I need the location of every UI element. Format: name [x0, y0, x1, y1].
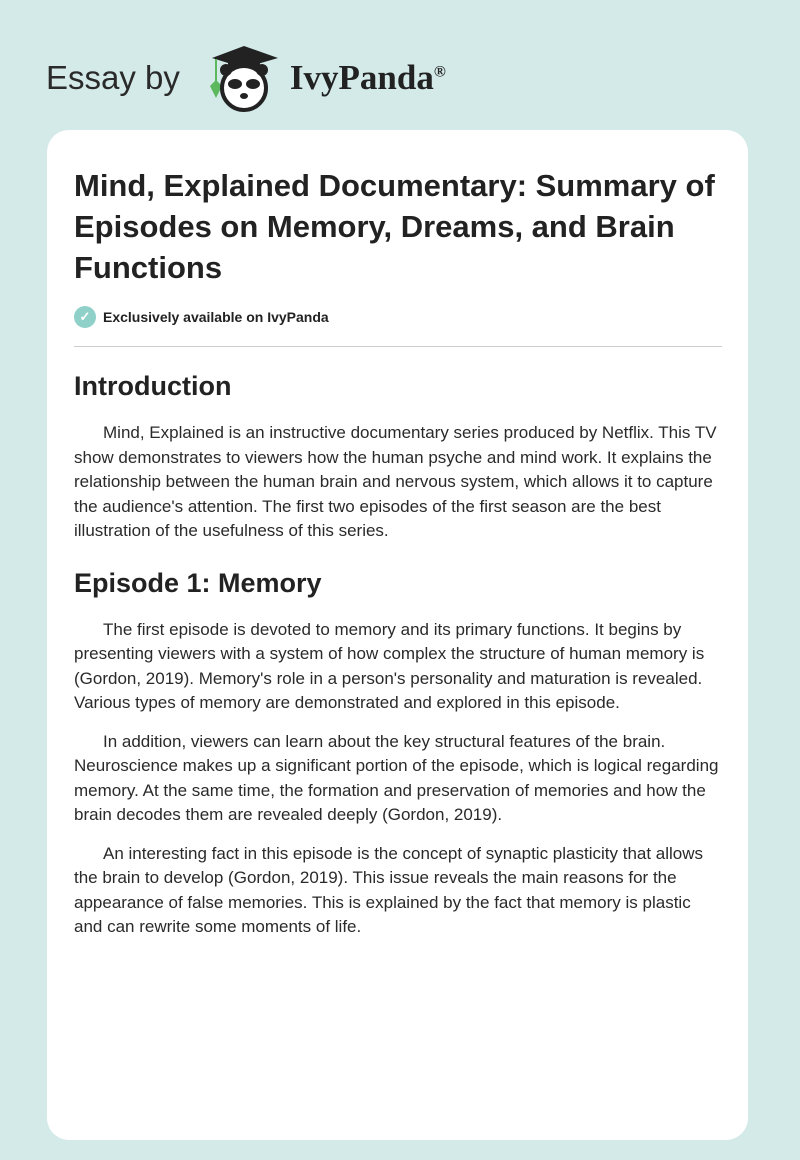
paragraph: In addition, viewers can learn about the key structural features of the brain. Neuroscience makes up a significant portion of the episode, which is logical regarding memory. At the same time, the formation and preservation of memories and how the brain decodes them are revealed deeply (Gordon, 2019). — [74, 731, 719, 824]
paragraph: An interesting fact in this episode is the concept of synaptic plasticity that allows the brain to develop (Gordon, 2019). This issue reveals the main reasons for the appearance of false memories. This is explained by the fact that memory is plastic and can rewrite some moments of life. — [74, 843, 704, 936]
section-heading: Episode 1: Memory — [74, 567, 322, 598]
check-icon: ✓ — [74, 306, 96, 328]
brand-name: IvyPanda® — [289, 58, 446, 97]
divider — [74, 346, 722, 347]
section-heading: Introduction — [74, 371, 232, 401]
paragraph: Mind, Explained is an instructive documentary series produced by Netflix. This TV show demonstrates to viewers how the human psyche and mind work. It explains the relationship between the human brain and nervous system, which allows it to capture the audience's attention. The first two episodes of the first season are the best illustration of the usefulness of this series. — [74, 423, 717, 540]
paragraph: The first episode is devoted to memory and its primary functions. It begins by presenting viewers with a system of how complex the structure of human memory is (Gordon, 2019). Memory's role in a person's personality and maturation is revealed. Various types of memory are demonstrated and explored in this episode. — [74, 619, 705, 712]
panda-graduate-icon — [198, 42, 282, 114]
badge-label: Exclusively available on IvyPanda — [103, 309, 329, 325]
essay-card — [47, 130, 748, 1140]
essay-by-label: Essay by — [46, 59, 180, 96]
essay-title: Mind, Explained Documentary: Summary of Episodes on Memory, Dreams, and Brain Functions — [74, 168, 715, 285]
exclusive-badge — [74, 306, 722, 328]
ivypanda-logo[interactable] — [46, 48, 446, 108]
